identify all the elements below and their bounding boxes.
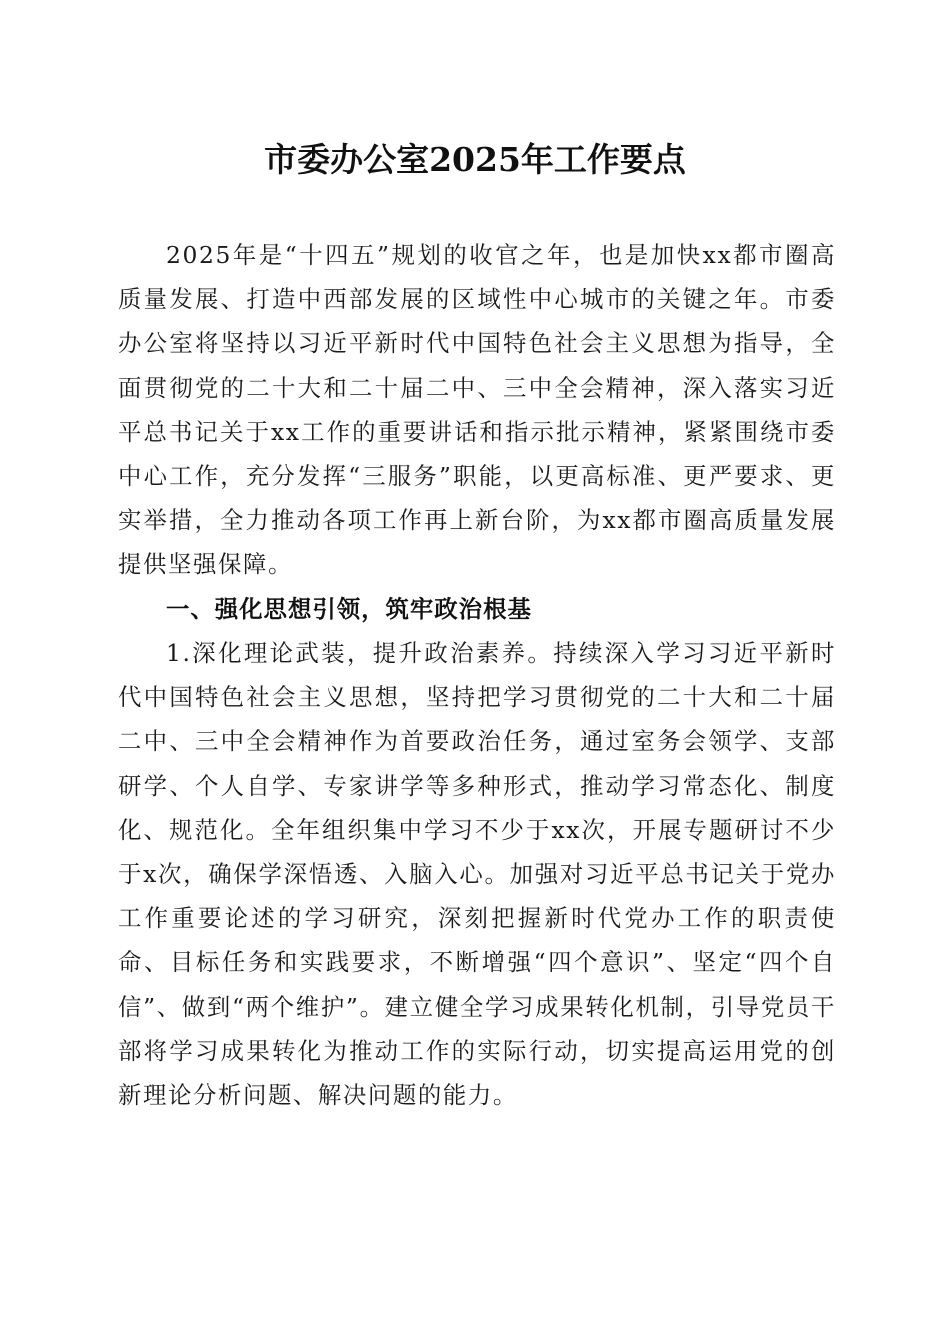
- document-title: 市委办公室2025年工作要点: [264, 140, 686, 179]
- section-heading: 一、强化思想引领，筑牢政治根基: [166, 595, 532, 623]
- section-item-paragraph: 1.深化理论武装，提升政治素养。持续深入学习习近平新时代中国特色社会主义思想，坚持把学习贯彻党的二十大和二十届二中、三中全会精神作为首要政治任务，通过室务会领学、支部研学、个人自学、专家讲学等多种形式，推动学习常态化、制度化、规范化。全年组织集中学习不少于xx次，开展专题研讨不少于x次，确保学深悟透、入脑入心。加强对习近平总书记关于党办工作重要论述的学习研究，深刻把握新时代党办工作的职责使命、目标任务和实践要求，不断增强“四个意识”、坚定“四个自信”、做到“两个维护”。建立健全学习成果转化机制，引导党员干部将学习成果转化为推动工作的实际行动，切实提高运用党的创新理论分析问题、解决问题的能力。: [118, 639, 836, 1110]
- intro-paragraph: 2025年是“十四五”规划的收官之年，也是加快xx都市圈高质量发展、打造中西部发展的区域性中心城市的关键之年。市委办公室将坚持以习近平新时代中国特色社会主义思想为指导，全面贯彻党的二十大和二十届二中、三中全会精神，深入落实习近平总书记关于xx工作的重要讲话和指示批示精神，紧紧围绕市委中心工作，充分发挥“三服务”职能，以更高标准、更严要求、更实举措，全力推动各项工作再上新台阶，为xx都市圈高质量发展提供坚强保障。: [118, 241, 836, 579]
